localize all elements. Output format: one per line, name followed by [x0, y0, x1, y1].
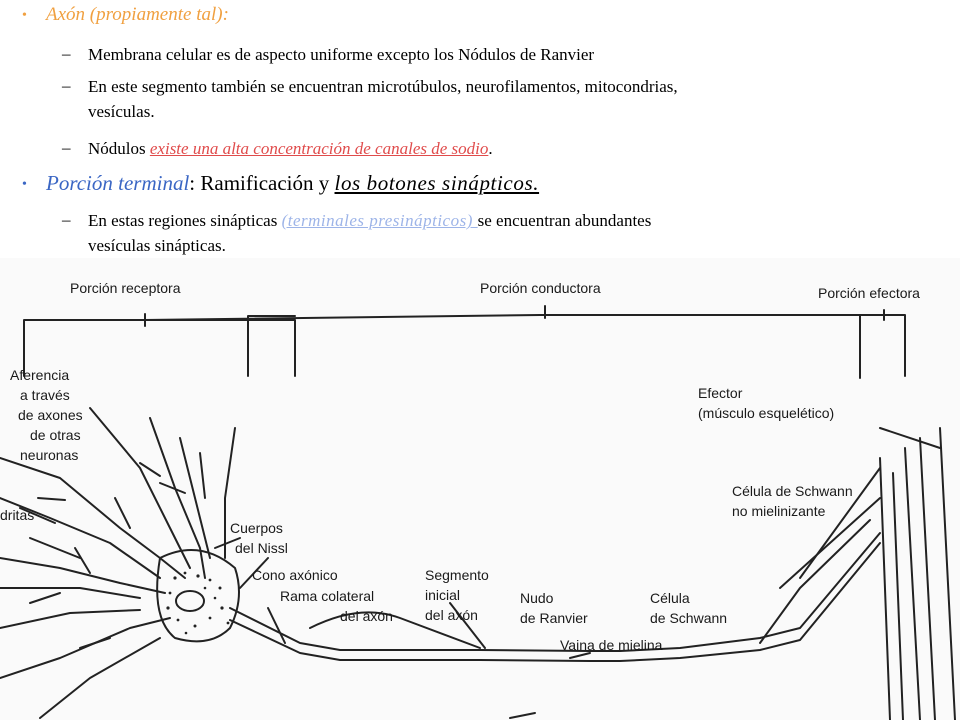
axon-item-2-line2: vesículas.	[88, 102, 155, 121]
neuron-diagram	[0, 258, 960, 720]
axon-heading: Axón (propiamente tal):	[46, 4, 229, 25]
sodium-channels-highlight: existe una alta concentración de canales de sodio	[149, 139, 489, 158]
label-rama-colateral-1: Rama colateral	[280, 588, 375, 604]
label-porcion-efectora: Porción efectora	[818, 285, 920, 301]
terminal-item-1-suffix: se encuentran abundantes	[477, 211, 652, 230]
label-celula-schwann-1: Célula	[650, 590, 690, 606]
label-efector-2: (músculo esquelético)	[698, 405, 835, 421]
label-segmento-2: inicial	[425, 587, 461, 603]
terminal-heading-title: Porción terminal	[46, 171, 190, 195]
efectora-bracket	[860, 315, 905, 376]
label-aferencia-2: a través	[20, 387, 70, 403]
dash: –	[62, 210, 71, 229]
terminal-heading-rest: : Ramificación y	[189, 171, 335, 195]
terminal-item-1	[88, 208, 938, 258]
soma	[157, 550, 239, 641]
bullet-point: •	[22, 177, 27, 192]
label-celula-schwann-2: de Schwann	[650, 610, 728, 626]
label-efector-1: Efector	[698, 385, 743, 401]
terminal-item-1-line2: vesículas sinápticas.	[88, 236, 226, 255]
dash: –	[62, 76, 71, 95]
axon-item-3	[88, 136, 938, 161]
label-nudo-1: Nudo	[520, 590, 554, 606]
axon-item-2-line1: En este segmento también se encuentran microtúbulos, neurofilamentos, mitocondrias,	[88, 77, 678, 96]
label-aferencia-1: Aferencia	[10, 367, 70, 383]
terminal-item-1-prefix: En estas regiones sinápticas	[88, 211, 282, 230]
label-aferencia-4: de otras	[30, 427, 81, 443]
dash: –	[62, 44, 71, 63]
axon-item-3-suffix: .	[488, 139, 493, 158]
label-schwann-no-mielinizante-2: no mielinizante	[732, 503, 826, 519]
label-nudo-2: de Ranvier	[520, 610, 588, 626]
label-vaina-mielina: Vaina de mielina	[560, 637, 663, 653]
label-rama-colateral-2: del axón	[340, 608, 393, 624]
label-aferencia-5: neuronas	[20, 447, 79, 463]
label-dritas: dritas	[0, 507, 35, 523]
label-schwann-no-mielinizante-1: Célula de Schwann	[732, 483, 853, 499]
axon-item-1: Membrana celular es de aspecto uniforme excepto los Nódulos de Ranvier	[88, 45, 595, 64]
label-porcion-receptora: Porción receptora	[70, 280, 181, 296]
terminal-heading-underlined: los botones sinápticos.	[334, 171, 540, 195]
axon-item-2	[88, 74, 938, 124]
label-cuerpos-1: Cuerpos	[230, 520, 283, 536]
label-porcion-conductora: Porción conductora	[480, 280, 601, 296]
label-segmento-3: del axón	[425, 607, 478, 623]
label-cono-axonico: Cono axónico	[252, 567, 338, 583]
nucleus	[176, 591, 204, 611]
label-cuerpos-2: del Nissl	[235, 540, 288, 556]
conductora-bracket	[145, 315, 860, 378]
presynaptic-highlight: (terminales presinápticos)	[281, 211, 478, 230]
terminal-heading	[46, 171, 539, 196]
muscle	[880, 458, 890, 720]
label-segmento-1: Segmento	[425, 567, 489, 583]
axon-item-3-prefix: Nódulos	[88, 139, 150, 158]
label-aferencia-3: de axones	[18, 407, 83, 423]
bullet-point: •	[22, 8, 27, 23]
dash: –	[62, 138, 71, 157]
